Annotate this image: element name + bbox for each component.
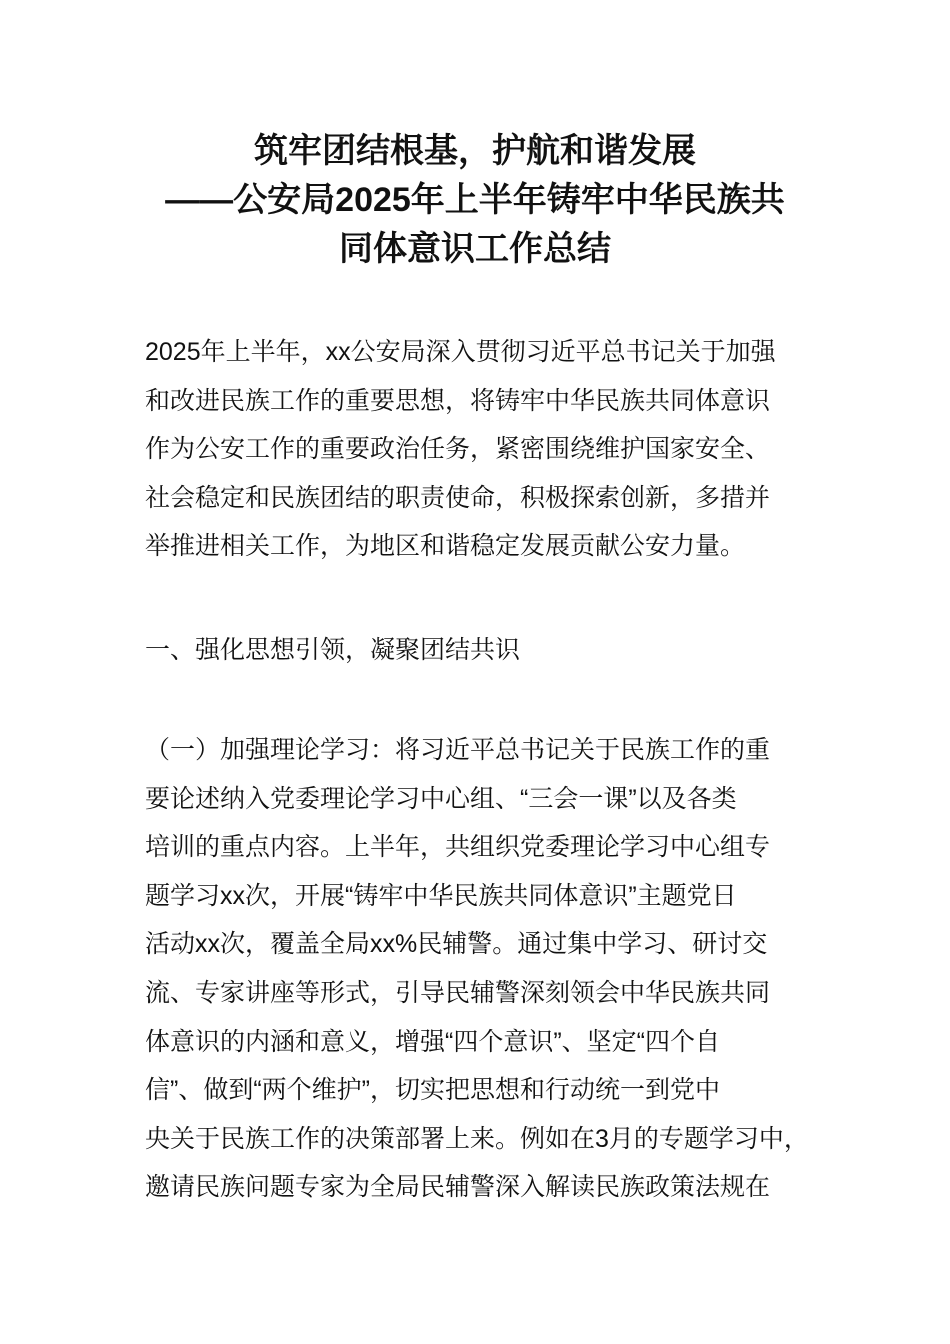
text-line: 央关于民族工作的决策部署上来。例如在3月的专题学习中， <box>145 1124 809 1153</box>
text-line: （一）加强理论学习：将习近平总书记关于民族工作的重 <box>145 736 771 764</box>
title-line: 筑牢团结根基，护航和谐发展 <box>254 132 696 170</box>
title-line: 同体意识工作总结 <box>339 230 611 268</box>
text-line: 2025年上半年，xx公安局深入贯彻习近平总书记关于加强 <box>145 338 776 366</box>
title-block <box>0 127 950 274</box>
text-line: 要论述纳入党委理论学习中心组、“三会一课”以及各类 <box>145 784 737 813</box>
text-line: 培训的重点内容。上半年，共组织党委理论学习中心组专 <box>145 833 771 862</box>
heading-text: 一、强化思想引领，凝聚团结共识 <box>145 636 521 664</box>
text-line: 体意识的内涵和意义，增强“四个意识”、坚定“四个自 <box>145 1027 720 1056</box>
text-line: 邀请民族问题专家为全局民辅警深入解读民族政策法规在 <box>145 1173 771 1202</box>
text-line: 活动xx次，覆盖全局xx%民辅警。通过集中学习、研讨交 <box>145 930 768 959</box>
text-line: 和改进民族工作的重要思想，将铸牢中华民族共同体意识 <box>145 386 771 415</box>
text-line: 题学习xx次，开展“铸牢中华民族共同体意识”主题党日 <box>145 881 737 910</box>
text-line: 信”、做到“两个维护”，切实把思想和行动统一到党中 <box>145 1076 720 1105</box>
intro-paragraph <box>145 328 825 571</box>
text-line: 作为公安工作的重要政治任务，紧密围绕维护国家安全、 <box>145 435 771 464</box>
text-line: 举推进相关工作，为地区和谐稳定发展贡献公安力量。 <box>145 532 746 561</box>
title-line: ——公安局2025年上半年铸牢中华民族共 <box>165 181 785 219</box>
section-heading <box>145 626 825 675</box>
text-line: 流、专家讲座等形式，引导民辅警深刻领会中华民族共同 <box>145 978 771 1007</box>
text-line: 社会稳定和民族团结的职责使命，积极探索创新，多措并 <box>145 483 771 512</box>
subsection-paragraph <box>145 726 825 1212</box>
